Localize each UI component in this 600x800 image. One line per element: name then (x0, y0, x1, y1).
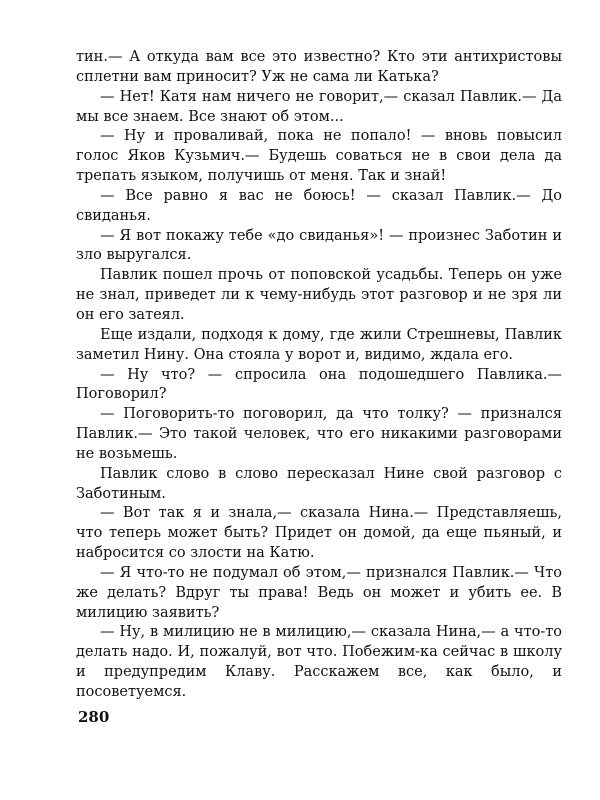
paragraph: — Ну, в милицию не в милицию,— сказала Нина,— а что-то делать надо. И, пожалуй, вот что. Побежим-ка сейчас в школу и предупредим Клаву. Расскажем все, как было, и посоветуемся. (76, 624, 562, 700)
paragraph: — Я что-то не подумал об этом,— признался Павлик.— Что же делать? Вдруг ты права! Ведь он может и убить ее. В милицию заявить? (76, 564, 562, 621)
paragraph: Павлик слово в слово пересказал Нине свой разговор с Заботиным. (76, 465, 562, 502)
paragraph: — Ну что? — спросила она подошедшего Павлика.— Поговорил? (76, 366, 562, 403)
paragraph: Еще издали, подходя к дому, где жили Стрешневы, Павлик заметил Нину. Она стояла у ворот и, видимо, ждала его. (76, 326, 562, 363)
body-text (76, 48, 562, 703)
paragraph: — Поговорить-то поговорил, да что толку? — признался Павлик.— Это такой человек, что его никакими разговорами не возьмешь. (76, 406, 562, 462)
paragraph: — Ну и проваливай, пока не попало! — вновь повысил голос Яков Кузьмич.— Будешь соваться не в свои дела да трепать языком, получишь от меня. Так и знай! (76, 128, 562, 185)
paragraph: — Нет! Катя нам ничего не говорит,— сказал Павлик.— Да мы все знаем. Все знают об этом... (76, 88, 562, 125)
page-number: 280 (78, 708, 110, 726)
paragraph: — Я вот покажу тебе «до свиданья»! — произнес Заботин и зло выругался. (76, 227, 562, 264)
paragraph: тин.— А откуда вам все это известно? Кто эти антихристовы сплетни вам приносит? Уж не сама ли Катька? (76, 49, 562, 85)
paragraph: Павлик пошел прочь от поповской усадьбы. Теперь он уже не знал, приведет ли к чему-нибудь этот разговор и не зря ли он его затеял. (76, 267, 562, 323)
paragraph: — Все равно я вас не боюсь! — сказал Павлик.— До свиданья. (76, 187, 562, 224)
paragraph: — Вот так я и знала,— сказала Нина.— Представляешь, что теперь может быть? Придет он домой, да еще пьяный, и набросится со злости на Катю. (76, 505, 562, 562)
